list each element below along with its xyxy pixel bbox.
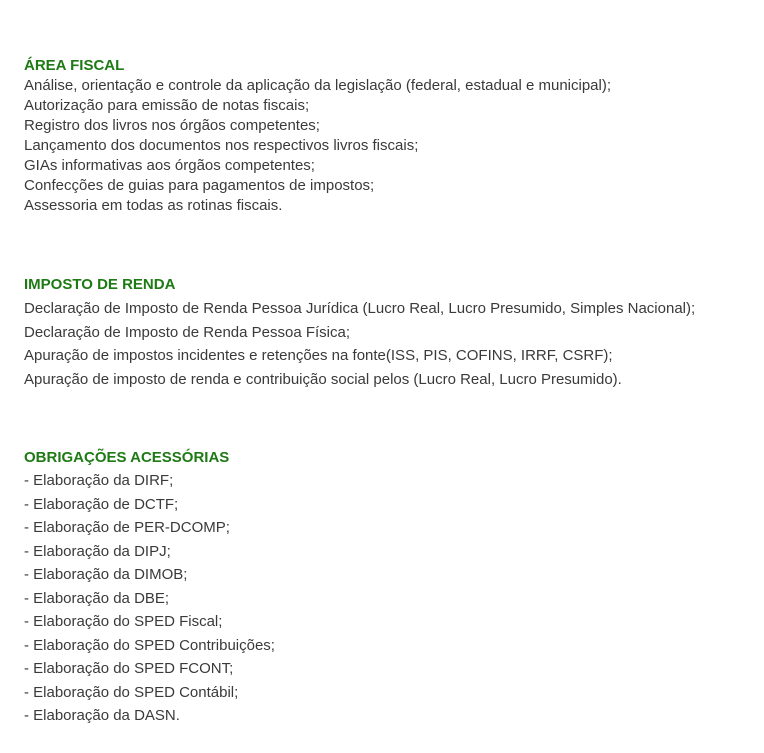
imposto-renda-item: Declaração de Imposto de Renda Pessoa Jurídica (Lucro Real, Lucro Presumido, Simples Nacional); (24, 300, 696, 317)
obrigacoes-item: - Elaboração do SPED Contribuições; (24, 636, 275, 654)
obrigacoes-item: - Elaboração da DIRF; (24, 472, 174, 489)
obrigacoes-item: - Elaboração do SPED FCONT; (24, 660, 234, 677)
fiscal-item: Lançamento dos documentos nos respectivos livros fiscais; (24, 137, 419, 154)
obrigacoes-item: - Elaboração do SPED Fiscal; (24, 613, 223, 630)
obrigacoes-item: - Elaboração de PER-DCOMP; (24, 519, 230, 536)
obrigacoes-item: - Elaboração de DCTF; (24, 495, 179, 513)
section-title-imposto-de-renda: IMPOSTO DE RENDA (24, 276, 176, 293)
section-area-fiscal (24, 56, 760, 216)
section-obrigacoes-acessorias (24, 448, 760, 728)
obrigacoes-item: - Elaboração da DIMOB; (24, 566, 188, 583)
fiscal-item: Análise, orientação e controle da aplicação da legislação (federal, estadual e municipal); (24, 77, 612, 94)
obrigacoes-item: - Elaboração da DASN. (24, 707, 180, 724)
imposto-renda-item: Apuração de imposto de renda e contribuição social pelos (Lucro Real, Lucro Presumido). (24, 370, 622, 388)
obrigacoes-item: - Elaboração da DBE; (24, 589, 170, 607)
section-title-area-fiscal: ÁREA FISCAL (24, 57, 125, 74)
imposto-renda-item: Apuração de impostos incidentes e retenções na fonte(ISS, PIS, COFINS, IRRF, CSRF); (24, 347, 613, 364)
fiscal-item: GIAs informativas aos órgãos competentes; (24, 157, 315, 174)
obrigacoes-item: - Elaboração da DIPJ; (24, 542, 171, 560)
section-imposto-de-renda (24, 275, 760, 391)
fiscal-item: Assessoria em todas as rotinas fiscais. (24, 197, 283, 214)
imposto-renda-item: Declaração de Imposto de Renda Pessoa Física; (24, 323, 351, 341)
section-title-obrigacoes-acessorias: OBRIGAÇÕES ACESSÓRIAS (24, 449, 230, 466)
fiscal-item: Confecções de guias para pagamentos de impostos; (24, 177, 375, 194)
fiscal-item: Autorização para emissão de notas fiscais; (24, 97, 310, 114)
obrigacoes-item: - Elaboração do SPED Contábil; (24, 683, 239, 701)
fiscal-item: Registro dos livros nos órgãos competentes; (24, 117, 320, 134)
